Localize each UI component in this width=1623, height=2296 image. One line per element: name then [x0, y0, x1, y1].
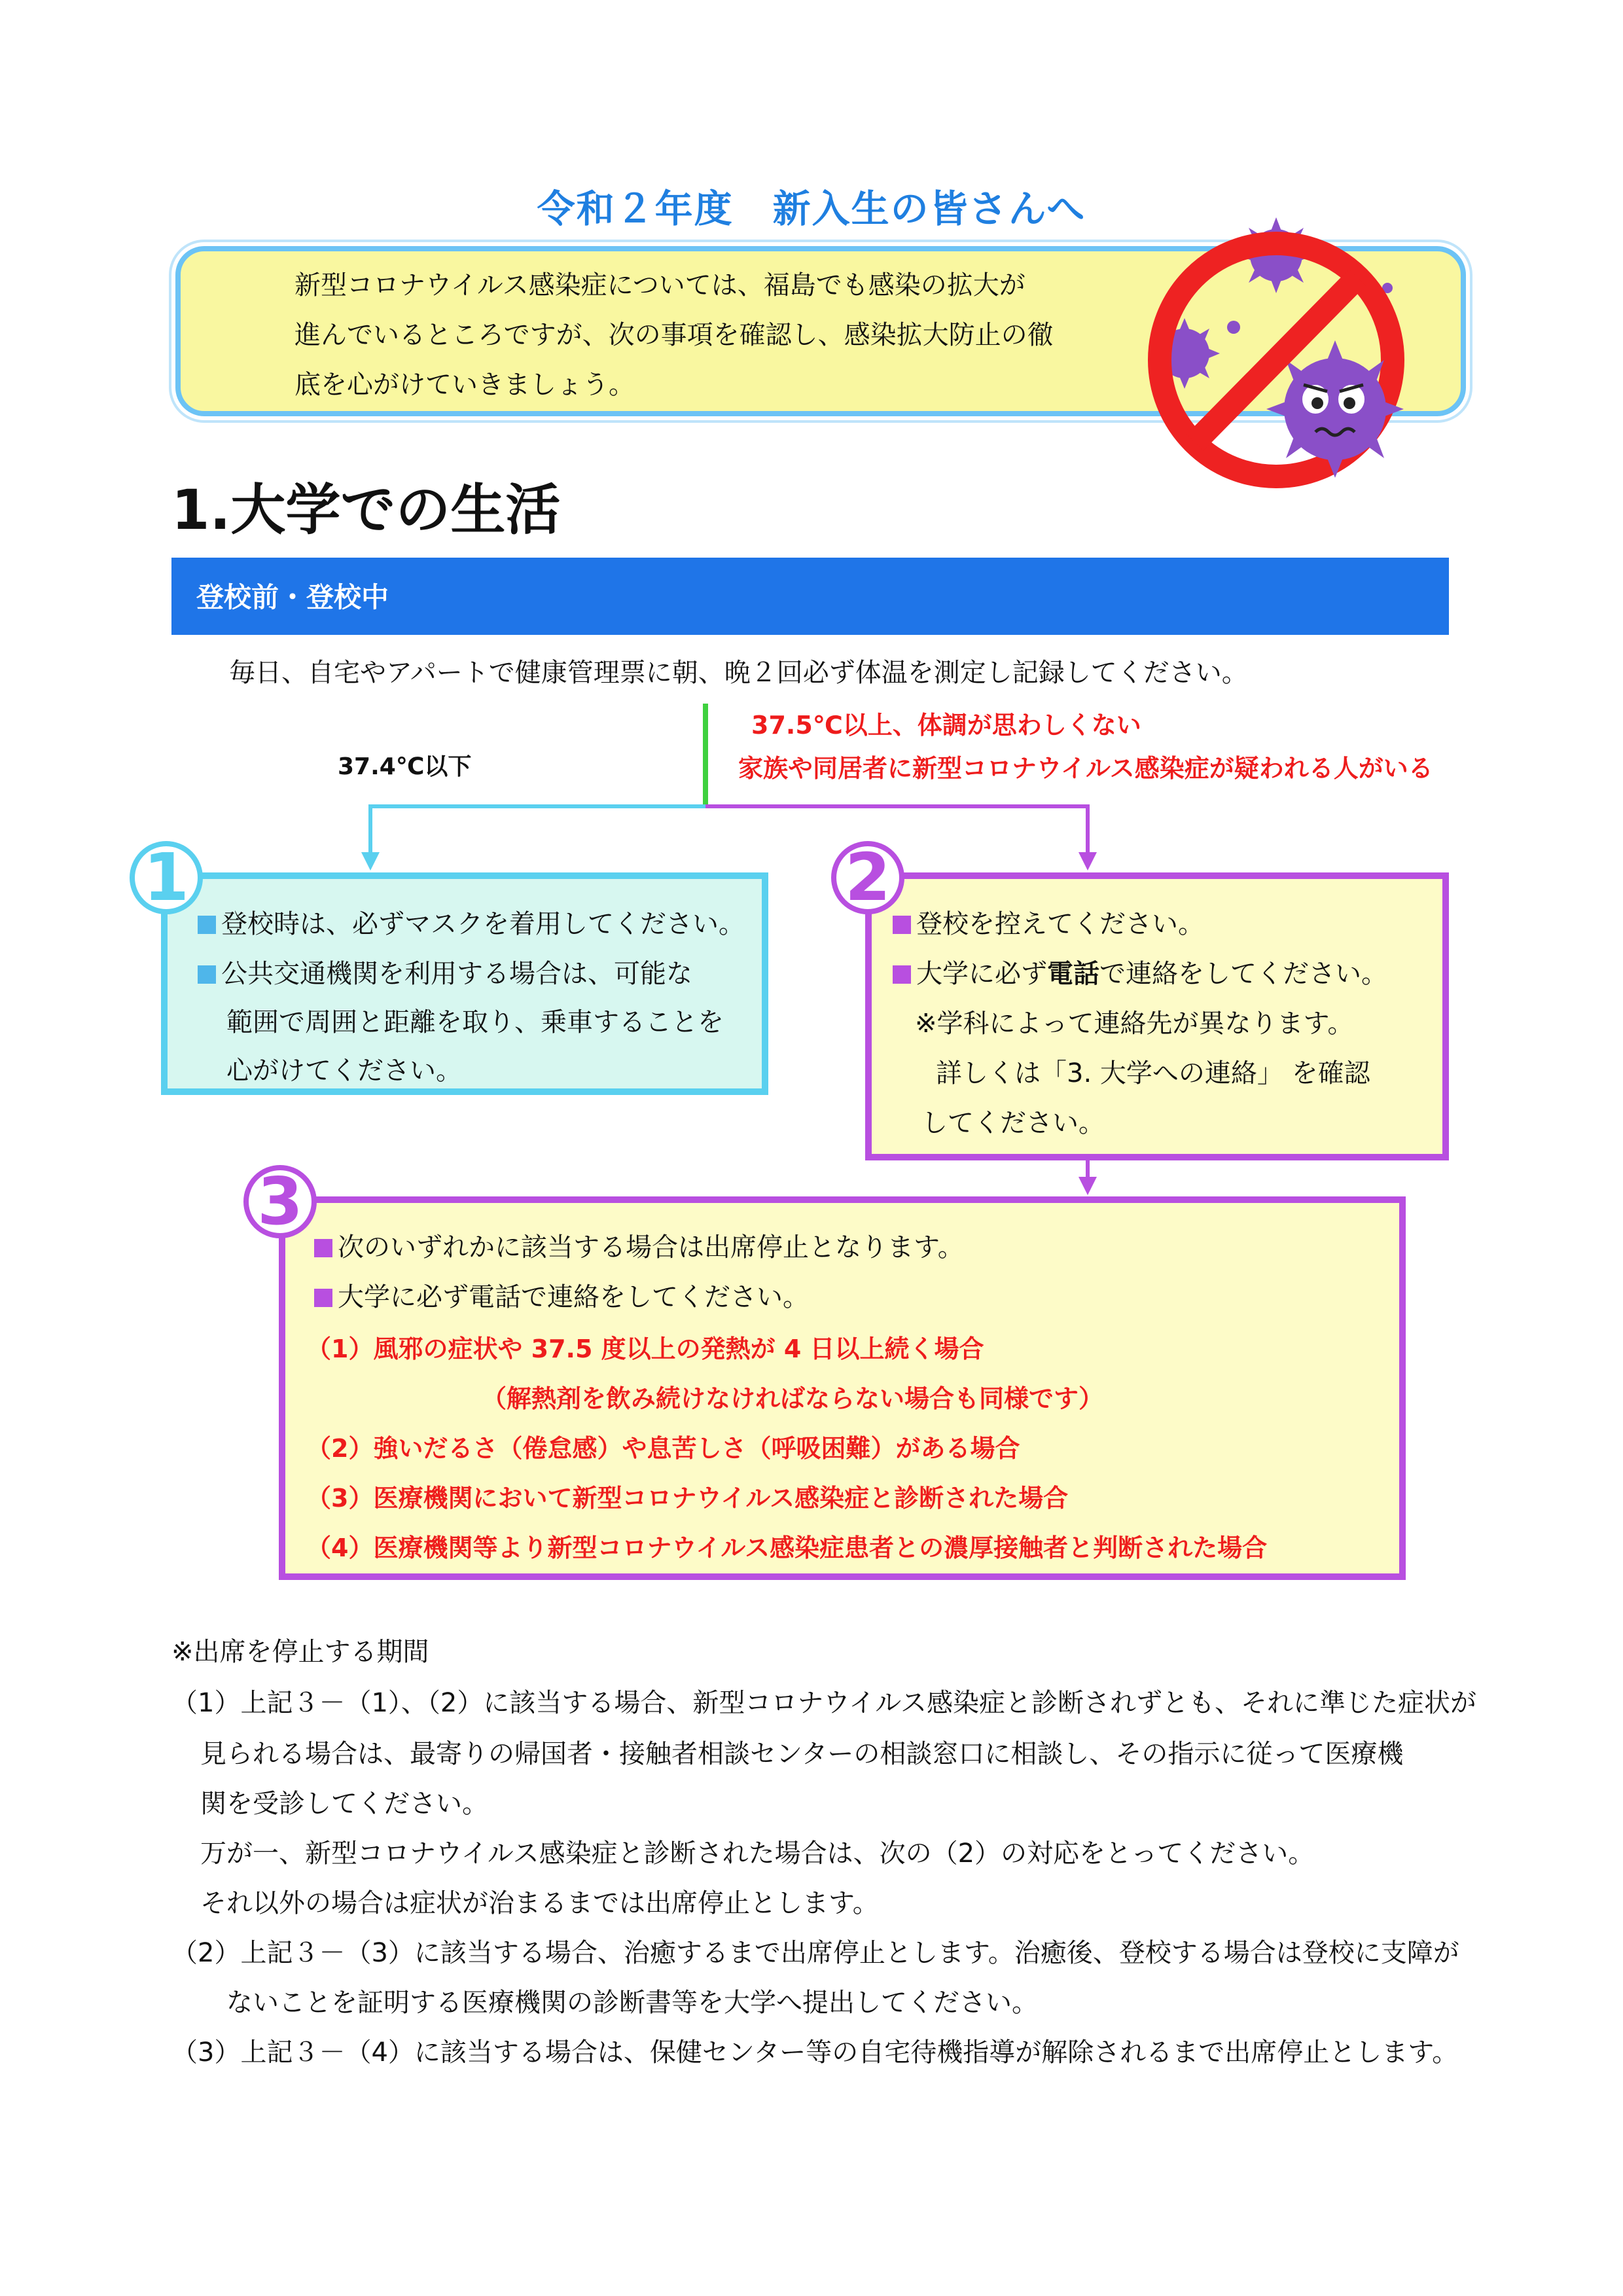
box2-line-1: 登校を控えてください。 [893, 903, 1204, 941]
condition-normal: 37.4℃以下 [338, 753, 472, 780]
box1-line-3: 範囲で周囲と距離を取り、乗車することを [226, 1007, 724, 1037]
badge-1-number: 1 [143, 839, 189, 916]
bullet-square-icon [198, 916, 216, 934]
box2-note-1: ※学科によって連絡先が異なります。 [915, 1009, 1354, 1039]
badge-3-number: 3 [257, 1163, 303, 1240]
box3-red-2: （2）強いだるさ（倦怠感）や息苦しさ（呼吸困難）がある場合 [306, 1434, 1020, 1463]
bullet-square-icon [893, 916, 911, 934]
footer-line-6: （2）上記３－（3）に該当する場合、治癒するまで出席停止とします。治癒後、登校する場合は登校に支障が [171, 1938, 1459, 1968]
badge-2-number: 2 [845, 839, 891, 916]
footer-line-5: それ以外の場合は症状が治まるまでは出席停止とします。 [200, 1888, 879, 1918]
notice-line-1: 新型コロナウイルス感染症については、福島でも感染の拡大が [294, 270, 1026, 300]
box3-line-2: 大学に必ず電話で連絡をしてください。 [314, 1276, 809, 1314]
box1-line-1: 登校時は、必ずマスクを着用してください。 [198, 903, 745, 941]
condition-family: 家族や同居者に新型コロナウイルス感染症が疑われる人がいる [738, 754, 1433, 783]
box3-red-1b: （解熱剤を飲み続けなければならない場合も同様です） [482, 1384, 1104, 1413]
condition-fever: 37.5℃以上、体調が思わしくない [751, 711, 1141, 740]
bullet-square-icon [314, 1239, 332, 1257]
box2-note-2: 詳しくは「3. 大学への連絡」 を確認 [936, 1058, 1370, 1088]
box1-line-4: 心がけてください。 [226, 1056, 462, 1086]
footer-line-2: 見られる場合は、最寄りの帰国者・接触者相談センターの相談窓口に相談し、その指示に従って医療機 [200, 1739, 1404, 1769]
footer-line-1: （1）上記３－（1）、（2）に該当する場合、新型コロナウイルス感染症と診断されずとも、それに準じた症状が [171, 1688, 1476, 1718]
box2-line-2: 大学に必ず電話で連絡をしてください。 [893, 953, 1387, 990]
bullet-square-icon [314, 1289, 332, 1307]
bullet-square-icon [893, 965, 911, 984]
notice-line-2: 進んでいるところですが、次の事項を確認し、感染拡大防止の徹 [294, 320, 1054, 350]
footer-line-7: ないことを証明する医療機関の診断書等を大学へ提出してください。 [226, 1988, 1038, 2018]
footer-heading: ※出席を停止する期間 [171, 1637, 429, 1667]
box3-line-1: 次のいずれかに該当する場合は出席停止となります。 [314, 1227, 964, 1264]
badge-3 [243, 1165, 317, 1238]
footer-line-8: （3）上記３－（4）に該当する場合は、保健センター等の自宅待機指導が解除されるまで出席停止とします。 [171, 2037, 1459, 2068]
instruction-text: 毎日、自宅やアパートで健康管理票に朝、晩２回必ず体温を測定し記録してください。 [229, 658, 1248, 688]
box3-red-4: （4）医療機関等より新型コロナウイルス感染症患者との濃厚接触者と判断された場合 [306, 1534, 1268, 1562]
box1-line-2: 公共交通機関を利用する場合は、可能な [198, 953, 692, 990]
notice-line-3: 底を心がけていきましょう。 [294, 370, 635, 400]
box3-red-3: （3）医療機関において新型コロナウイルス感染症と診断された場合 [306, 1484, 1069, 1513]
box2-note-3: してください。 [921, 1108, 1105, 1138]
box3-red-1: （1）風邪の症状や 37.5 度以上の発熱が 4 日以上続く場合 [306, 1335, 984, 1363]
footer-line-4: 万が一、新型コロナウイルス感染症と診断された場合は、次の（2）の対応をとってください。 [200, 1839, 1315, 1869]
badge-1 [130, 841, 203, 914]
footer-line-3: 関を受診してください。 [200, 1789, 488, 1819]
section-bar-label: 登校前・登校中 [196, 581, 389, 613]
section-heading: 1.大学での生活 [171, 478, 561, 542]
page-title: 令和２年度 新入生の皆さんへ [537, 187, 1086, 231]
bullet-square-icon [198, 965, 216, 984]
